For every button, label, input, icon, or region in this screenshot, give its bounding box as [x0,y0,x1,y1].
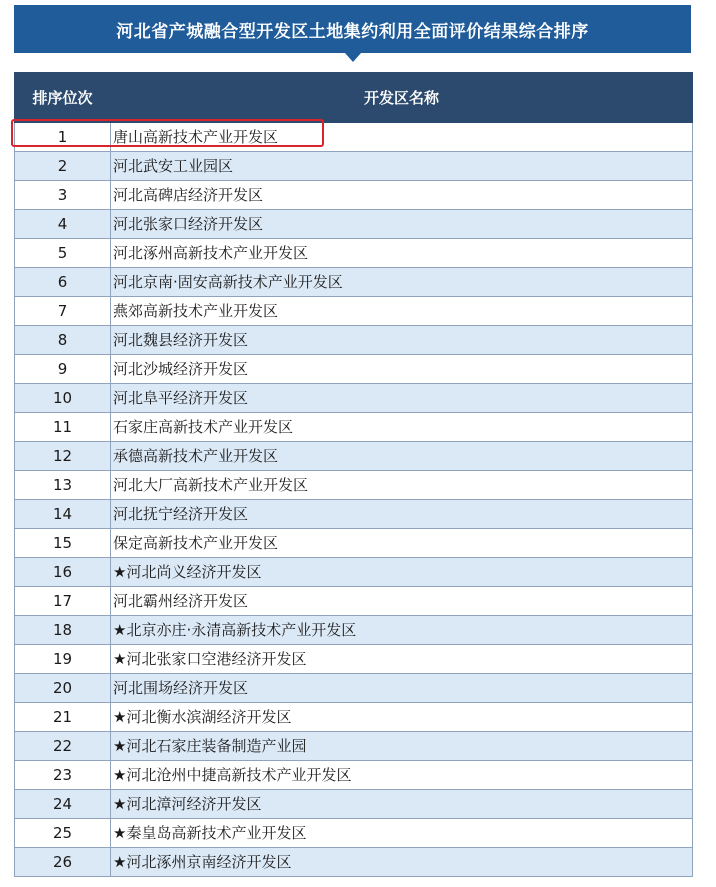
zone-name-cell: 河北魏县经济开发区 [111,326,693,355]
zone-name-cell: 河北京南·固安高新技术产业开发区 [111,268,693,297]
zone-name-cell: 保定高新技术产业开发区 [111,529,693,558]
rank-cell: 17 [15,587,111,616]
table-row [15,674,693,703]
table-row [15,732,693,761]
zone-name-cell: ★河北漳河经济开发区 [111,790,693,819]
rank-cell: 26 [15,848,111,877]
table-row [15,442,693,471]
rank-cell: 18 [15,616,111,645]
zone-name-cell: ★北京亦庄·永清高新技术产业开发区 [111,616,693,645]
rank-cell: 3 [15,181,111,210]
rank-cell: 12 [15,442,111,471]
rank-column-header: 排序位次 [15,73,111,123]
table-row [15,413,693,442]
rank-cell: 11 [15,413,111,442]
zone-name-cell: 承德高新技术产业开发区 [111,442,693,471]
zone-name-cell: 河北高碑店经济开发区 [111,181,693,210]
rank-cell: 16 [15,558,111,587]
table-row [15,761,693,790]
rank-cell: 14 [15,500,111,529]
table-row [15,355,693,384]
zone-name-cell: 石家庄高新技术产业开发区 [111,413,693,442]
name-column-header: 开发区名称 [111,73,693,123]
zone-name-cell: ★河北衡水滨湖经济开发区 [111,703,693,732]
table-row [15,587,693,616]
page-title: 河北省产城融合型开发区土地集约利用全面评价结果综合排序 [14,5,691,53]
table-row [15,268,693,297]
rank-cell: 8 [15,326,111,355]
rank-cell: 13 [15,471,111,500]
rank-cell: 5 [15,239,111,268]
zone-name-cell: 燕郊高新技术产业开发区 [111,297,693,326]
rank-cell: 10 [15,384,111,413]
zone-name-cell: 河北抚宁经济开发区 [111,500,693,529]
table-row [15,616,693,645]
table-row [15,152,693,181]
rank-cell: 22 [15,732,111,761]
table-row [15,790,693,819]
zone-name-cell: 河北沙城经济开发区 [111,355,693,384]
zone-name-cell: 河北围场经济开发区 [111,674,693,703]
table-row [15,239,693,268]
rank-cell: 25 [15,819,111,848]
rank-cell: 19 [15,645,111,674]
rank-cell: 24 [15,790,111,819]
rank-cell: 23 [15,761,111,790]
rank-cell: 15 [15,529,111,558]
zone-name-cell: 唐山高新技术产业开发区 [111,123,693,152]
table-row [15,326,693,355]
zone-name-cell: 河北大厂高新技术产业开发区 [111,471,693,500]
zone-name-cell: ★河北尚义经济开发区 [111,558,693,587]
table-row [15,819,693,848]
table-row [15,384,693,413]
rank-cell: 21 [15,703,111,732]
table-row [15,529,693,558]
table-row [15,558,693,587]
table-row [15,703,693,732]
zone-name-cell: ★河北张家口空港经济开发区 [111,645,693,674]
title-pointer-arrow [345,53,361,62]
zone-name-cell: 河北霸州经济开发区 [111,587,693,616]
zone-name-cell: 河北武安工业园区 [111,152,693,181]
rank-cell: 7 [15,297,111,326]
rank-cell: 20 [15,674,111,703]
rank-cell: 1 [15,123,111,152]
table-row [15,471,693,500]
ranking-table [14,72,693,877]
zone-name-cell: 河北涿州高新技术产业开发区 [111,239,693,268]
table-header-row [15,73,693,123]
zone-name-cell: ★河北沧州中捷高新技术产业开发区 [111,761,693,790]
rank-cell: 6 [15,268,111,297]
table-row [15,500,693,529]
table-row [15,848,693,877]
table-row [15,210,693,239]
zone-name-cell: ★河北涿州京南经济开发区 [111,848,693,877]
table-row [15,123,693,152]
rank-cell: 2 [15,152,111,181]
rank-cell: 4 [15,210,111,239]
zone-name-cell: ★河北石家庄装备制造产业园 [111,732,693,761]
zone-name-cell: 河北张家口经济开发区 [111,210,693,239]
rank-cell: 9 [15,355,111,384]
table-row [15,297,693,326]
zone-name-cell: 河北阜平经济开发区 [111,384,693,413]
table-row [15,645,693,674]
table-row [15,181,693,210]
zone-name-cell: ★秦皇岛高新技术产业开发区 [111,819,693,848]
